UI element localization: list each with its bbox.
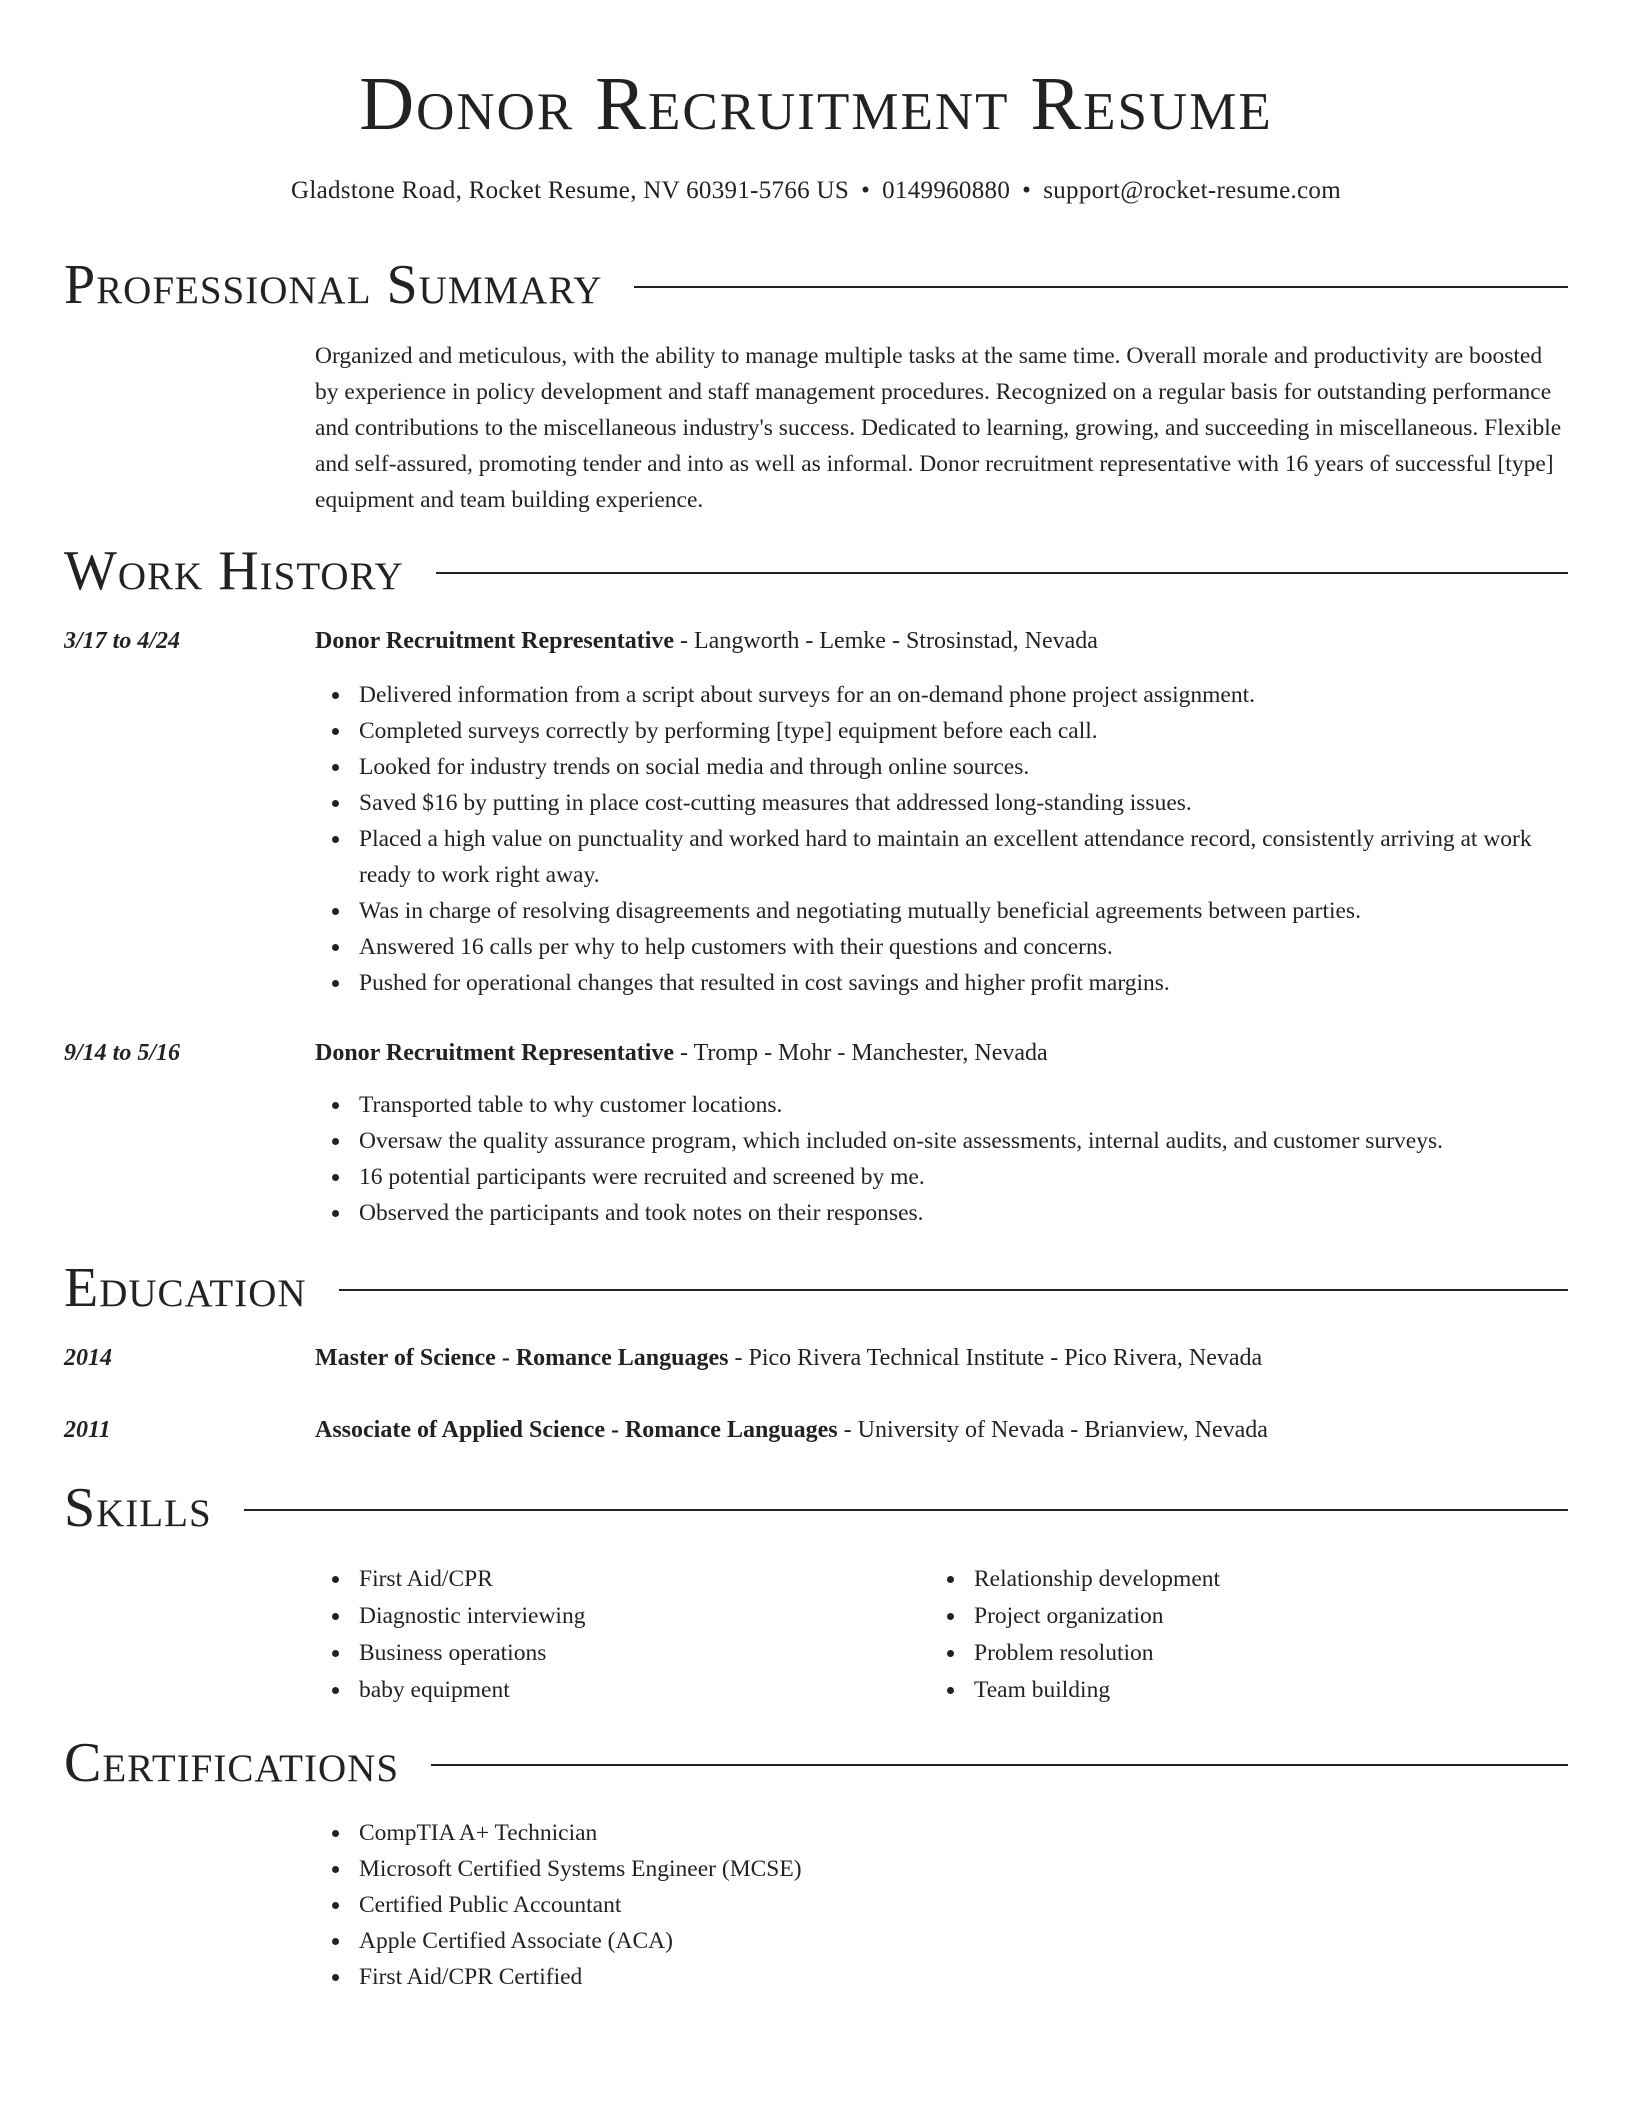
certification-item: Apple Certified Associate (ACA): [359, 1923, 1568, 1959]
certifications-list: [315, 1815, 1568, 1995]
skill-item: First Aid/CPR: [359, 1561, 875, 1598]
skill-item: Team building: [974, 1672, 1490, 1709]
education-heading: Education: [64, 1257, 307, 1319]
summary-heading: Professional Summary: [64, 254, 603, 316]
certifications-heading: Certifications: [64, 1732, 400, 1794]
skill-item: Problem resolution: [974, 1635, 1490, 1672]
education-year: 2011: [64, 1417, 111, 1443]
skills-list: [930, 1561, 1490, 1709]
certifications-content: [315, 1815, 1568, 1995]
certifications-section-heading: [64, 1728, 1568, 1798]
education-content: [315, 1340, 1568, 1376]
skill-item: Relationship development: [974, 1561, 1490, 1598]
certification-item: Microsoft Certified Systems Engineer (MCSE): [359, 1851, 1568, 1887]
skills-block: [64, 1561, 1568, 1721]
contact-phone: 0149960880: [882, 177, 1011, 204]
work-bullet: Observed the participants and took notes on their responses.: [359, 1195, 1568, 1231]
skill-item: Business operations: [359, 1635, 875, 1672]
school-details: - Pico Rivera Technical Institute - Pico Rivera, Nevada: [728, 1345, 1263, 1371]
job-details: - Langworth - Lemke - Strosinstad, Nevada: [674, 628, 1098, 654]
contact-address: Gladstone Road, Rocket Resume, NV 60391-5766 US: [291, 177, 850, 204]
skills-column-left: [315, 1561, 875, 1709]
work-content: [315, 1035, 1568, 1231]
section-divider: [431, 1764, 1568, 1766]
work-content: [315, 623, 1568, 1001]
contact-info: [0, 174, 1632, 208]
work-bullet: Oversaw the quality assurance program, which included on-site assessments, internal audits, and customer surveys.: [359, 1123, 1568, 1159]
contact-separator: •: [861, 177, 871, 204]
skills-column-right: [930, 1561, 1490, 1709]
work-bullet: Saved $16 by putting in place cost-cutting measures that addressed long-standing issues.: [359, 785, 1568, 821]
skills-section-heading: [64, 1473, 1568, 1543]
work-bullet-list: [315, 677, 1568, 1001]
section-divider: [244, 1509, 1568, 1511]
certification-item: First Aid/CPR Certified: [359, 1959, 1568, 1995]
education-year: 2014: [64, 1345, 112, 1371]
education-content: [315, 1412, 1568, 1448]
work-heading-line: [315, 623, 1568, 659]
work-bullet: Transported table to why customer locations.: [359, 1087, 1568, 1123]
school-details: - University of Nevada - Brianview, Nevada: [837, 1417, 1268, 1443]
summary-text: Organized and meticulous, with the ability to manage multiple tasks at the same time. Overall morale and productivity are boosted by experience in policy development and staff management procedures. Recognized on a regular basis for outstanding performance and contributions to the miscellaneous industry's success. Dedicated to learning, growing, and succeeding in miscellaneous. Flexible and self-assured, promoting tender and into as well as informal. Donor recruitment representative with 16 years of successful [type] equipment and team building experience.: [315, 343, 1562, 513]
skill-item: baby equipment: [359, 1672, 875, 1709]
work-bullet: Pushed for operational changes that resulted in cost savings and higher profit margins.: [359, 965, 1568, 1001]
work-bullet: Was in charge of resolving disagreements and negotiating mutually beneficial agreements between parties.: [359, 893, 1568, 929]
work-bullet: Looked for industry trends on social media and through online sources.: [359, 749, 1568, 785]
education-heading-line: [315, 1412, 1568, 1448]
contact-email: support@rocket-resume.com: [1043, 177, 1341, 204]
education-section-heading: [64, 1253, 1568, 1323]
section-divider: [339, 1289, 1568, 1291]
work-heading-line: [315, 1035, 1568, 1071]
skills-heading: Skills: [64, 1477, 212, 1539]
summary-section-heading: [64, 250, 1568, 320]
work-history-heading: Work History: [64, 540, 404, 602]
contact-separator: •: [1022, 177, 1032, 204]
work-bullet: Placed a high value on punctuality and worked hard to maintain an excellent attendance record, consistently arriving at work ready to work right away.: [359, 821, 1568, 893]
work-bullet-list: [315, 1087, 1568, 1231]
section-divider: [634, 286, 1568, 288]
work-bullet: Completed surveys correctly by performing [type] equipment before each call.: [359, 713, 1568, 749]
work-dates: 3/17 to 4/24: [64, 628, 181, 654]
skill-item: Diagnostic interviewing: [359, 1598, 875, 1635]
resume-title: Donor Recruitment Resume: [359, 62, 1273, 146]
job-title: Donor Recruitment Representative: [315, 1040, 675, 1066]
education-heading-line: [315, 1340, 1568, 1376]
degree-title: Associate of Applied Science - Romance Languages: [315, 1417, 838, 1443]
work-history-section-heading: [64, 536, 1568, 606]
work-bullet: Answered 16 calls per why to help customers with their questions and concerns.: [359, 929, 1568, 965]
job-details: - Tromp - Mohr - Manchester, Nevada: [674, 1040, 1048, 1066]
work-bullet: 16 potential participants were recruited and screened by me.: [359, 1159, 1568, 1195]
work-bullet: Delivered information from a script about surveys for an on-demand phone project assignment.: [359, 677, 1568, 713]
section-divider: [436, 572, 1568, 574]
skills-list: [315, 1561, 875, 1709]
skill-item: Project organization: [974, 1598, 1490, 1635]
job-title: Donor Recruitment Representative: [315, 628, 675, 654]
degree-title: Master of Science - Romance Languages: [315, 1345, 729, 1371]
certification-item: CompTIA A+ Technician: [359, 1815, 1568, 1851]
work-dates: 9/14 to 5/16: [64, 1040, 181, 1066]
certification-item: Certified Public Accountant: [359, 1887, 1568, 1923]
